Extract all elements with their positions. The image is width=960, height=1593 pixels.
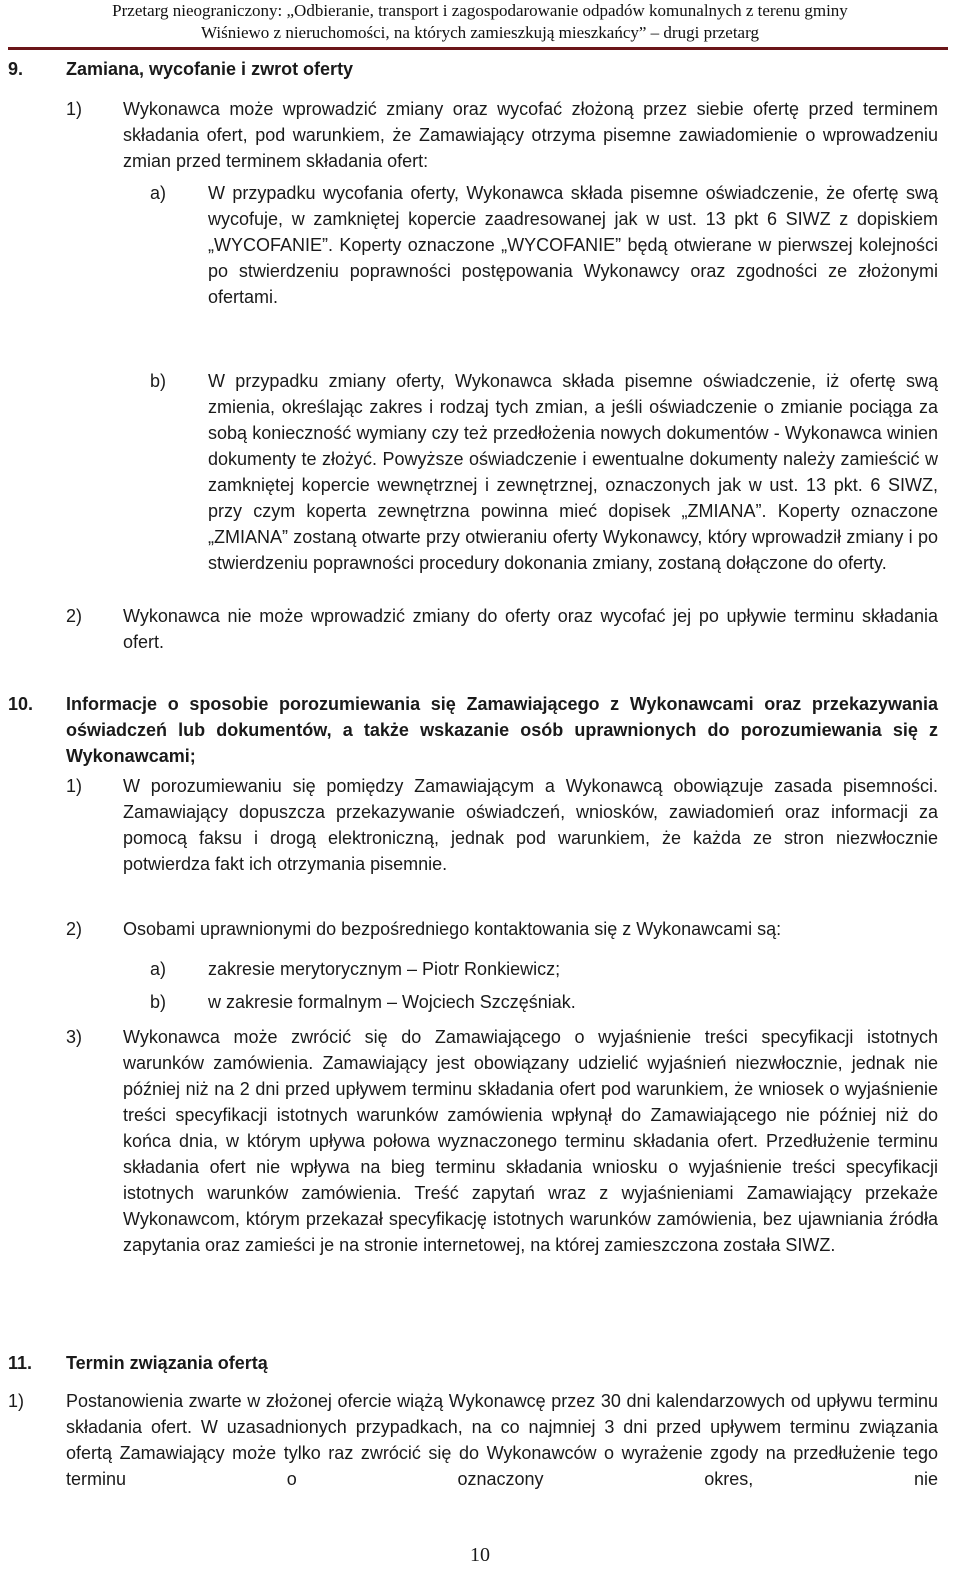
s9-item-a-text: W przypadku wycofania oferty, Wykonawca składa pisemne oświadczenie, że ofertę swą wycofuje, w zamkniętej kopercie zaadresowanej jak w ust. 13 pkt 6 SIWZ z dopiskiem „WYCOFANIE”. Koperty oznaczone „WYCOFANIE” będą otwierane w pierwszej kolejności po stwierdzeniu poprawności postępowania Wykonawcy oraz zgodności ze złożonymi ofertami.	[208, 183, 938, 307]
s10-item-2-text: Osobami uprawnionymi do bezpośredniego kontaktowania się z Wykonawcami są:	[123, 919, 782, 939]
section-10-number: 10.	[8, 694, 34, 714]
s11-item-1-text: Postanowienia zwarte w złożonej ofercie wiążą Wykonawcę przez 30 dni kalendarzowych od upływu terminu składania ofert. W uzasadnionych przypadkach, na co najmniej 3 dni przed upływem terminu związania ofertą Zamawiający może tylko raz zwrócić się do Wykonawców o wyrażenie zgody na przedłużenie tego terminu o oznaczony okres, nie	[66, 1391, 938, 1489]
s10-item-a-text: zakresie merytorycznym – Piotr Ronkiewicz;	[208, 959, 561, 979]
s9-item-1-number: 1)	[66, 99, 83, 119]
s9-item-b-label: b)	[150, 371, 167, 391]
s9-item-b-text: W przypadku zmiany oferty, Wykonawca składa pisemne oświadczenie, iż ofertę swą zmienia, określając zakres i rodzaj tych zmian, a jeśli oświadczenie o zmianie pociąga za sobą konieczność wymiany czy też przedłożenia nowych dokumentów - Wykonawca winien dokumenty te złożyć. Powyższe oświadczenie i ewentualne dokumenty należy zamieścić w zamkniętej kopercie wewnętrznej i zewnętrznej, oznaczonych jak w ust. 13 pkt. 6 SIWZ, przy czym koperta zewnętrzna powinna mieć dopisek „ZMIANA”. Koperty oznaczone „ZMIANA” zostaną otwarte przy otwieraniu oferty Wykonawcy, który wprowadził zmiany i po stwierdzeniu poprawności procedury dokonania zmiany, zostaną dołączone do oferty.	[208, 371, 938, 573]
header-line-1: Przetarg nieograniczony: „Odbieranie, transport i zagospodarowanie odpadów komunalnych z terenu gminy	[112, 1, 848, 20]
s10-item-a-label: a)	[150, 959, 167, 979]
header-line-2: Wiśniewo z nieruchomości, na których zamieszkują mieszkańcy” – drugi przetarg	[201, 23, 759, 42]
s10-item-2-number: 2)	[66, 919, 83, 939]
s10-item-3-number: 3)	[66, 1027, 83, 1047]
section-10-title: Informacje o sposobie porozumiewania się Zamawiającego z Wykonawcami oraz przekazywania oświadczeń lub dokumentów, a także wskazanie osób uprawnionych do porozumiewania się z Wykonawcami;	[66, 694, 938, 766]
s9-item-1-text: Wykonawca może wprowadzić zmiany oraz wycofać złożoną przez siebie ofertę przed terminem składania ofert, pod warunkiem, że Zamawiający otrzyma pisemne zawiadomienie o wprowadzeniu zmian przed terminem składania ofert:	[123, 99, 938, 171]
s11-item-1-number: 1)	[8, 1391, 25, 1411]
s10-item-1-text: W porozumiewaniu się pomiędzy Zamawiającym a Wykonawcą obowiązuje zasada pisemności. Zamawiający dopuszcza przekazywanie oświadczeń, wniosków, zawiadomień oraz informacji za pomocą faksu i drogą elektroniczną, jednak pod warunkiem, że każda ze stron niezwłocznie potwierdza fakt ich otrzymania pisemnie.	[123, 776, 938, 874]
s9-item-a-label: a)	[150, 183, 167, 203]
page-number: 10	[470, 1544, 490, 1566]
s10-item-b-text: w zakresie formalnym – Wojciech Szczęśniak.	[208, 992, 576, 1012]
s10-item-1-number: 1)	[66, 776, 83, 796]
s10-item-3-text: Wykonawca może zwrócić się do Zamawiającego o wyjaśnienie treści specyfikacji istotnych warunków zamówienia. Zamawiający jest obowiązany udzielić wyjaśnień niezwłocznie, jednak nie później niż na 2 dni przed upływem terminu składania ofert pod warunkiem, że wniosek o wyjaśnienie treści specyfikacji istotnych warunków zamówienia wpłynął do Zamawiającego nie później niż do końca dnia, w którym upływa połowa wyznaczonego terminu składania ofert. Przedłużenie terminu składania ofert nie wpływa na bieg terminu składania wniosku o wyjaśnienie treści specyfikacji istotnych warunków zamówienia. Treść zapytań wraz z wyjaśnieniami Zamawiający przekaże Wykonawcom, którym przekazał specyfikację istotnych warunków zamówienia, bez ujawniania źródła zapytania oraz zamieści je na stronie internetowej, na której zamieszczona została SIWZ.	[123, 1027, 938, 1255]
section-9-number: 9.	[8, 59, 24, 79]
section-11-number: 11.	[8, 1353, 33, 1373]
s10-item-b-label: b)	[150, 992, 167, 1012]
section-11-title: Termin związania ofertą	[66, 1353, 268, 1373]
section-9-title: Zamiana, wycofanie i zwrot oferty	[66, 59, 354, 79]
s9-item-2-number: 2)	[66, 606, 83, 626]
s9-item-2-text: Wykonawca nie może wprowadzić zmiany do oferty oraz wycofać jej po upływie terminu składania ofert.	[123, 606, 938, 652]
header-divider	[8, 47, 948, 50]
